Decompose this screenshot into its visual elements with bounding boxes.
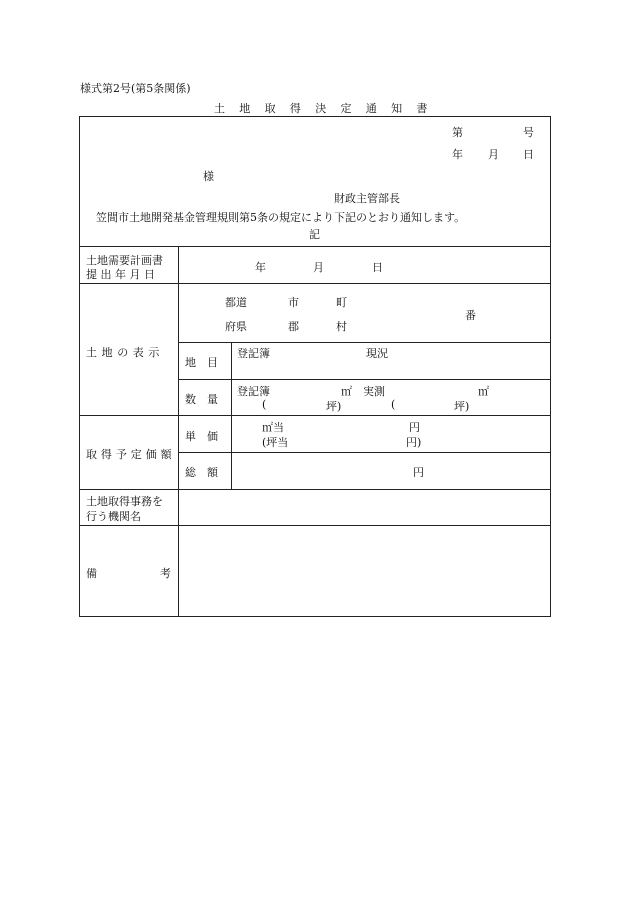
city-shi: 市 (288, 296, 299, 309)
tsubo-open: ( (391, 398, 396, 411)
suryo-registry: 登記簿 (237, 385, 270, 398)
chimoku-actual: 現況 (366, 347, 388, 360)
form-number: 様式第2号(第5条関係) (80, 82, 191, 95)
prefecture-todo: 都道 (225, 296, 247, 309)
divider (79, 415, 551, 416)
chimoku-registry: 登記簿 (237, 347, 270, 360)
yen-unit: 円 (413, 466, 424, 479)
suryo-sqm-unit: ㎡ (478, 385, 489, 398)
plan-submission-label: 土地需要計画書 (86, 254, 163, 267)
divider (231, 342, 232, 489)
agency-label: 行う機関名 (86, 510, 141, 523)
plan-submission-label: 提 出 年 月 日 (86, 268, 155, 281)
notice-date-day: 日 (523, 148, 534, 161)
document-title: 土 地 取 得 決 定 通 知 書 (214, 102, 430, 115)
agency-label: 土地取得事務を (86, 495, 163, 508)
divider (79, 489, 551, 490)
divider (178, 342, 551, 343)
suryo-sqm-unit: ㎡ (341, 385, 352, 398)
plan-year: 年 (255, 261, 266, 274)
notice-date-month: 月 (488, 148, 499, 161)
suryo-label: 数 量 (185, 393, 218, 406)
per-sqm-label: ㎡当 (262, 421, 284, 434)
per-tsubo-label: (坪当 (262, 436, 289, 449)
prefecture-fuken: 府県 (225, 320, 247, 333)
total-label: 総 額 (185, 466, 218, 479)
addressee-suffix: 様 (203, 170, 214, 183)
tsubo-close: 坪) (454, 400, 470, 413)
divider (178, 452, 551, 453)
town-machi: 町 (336, 296, 347, 309)
notice-body: 笠間市土地開発基金管理規則第5条の規定により下記のとおり通知します。 (96, 211, 466, 224)
county-gun: 郡 (288, 320, 299, 333)
tsubo-open: ( (262, 398, 267, 411)
notice-date-year: 年 (452, 148, 463, 161)
planned-price-label: 取 得 予 定 価 額 (86, 448, 172, 461)
plan-month: 月 (313, 261, 324, 274)
divider (79, 525, 551, 526)
divider (79, 283, 551, 284)
remarks-label: 備 (86, 567, 97, 580)
yen-unit: 円 (409, 421, 420, 434)
notice-number-prefix: 第 (452, 126, 463, 139)
land-display-label: 土 地 の 表 示 (86, 346, 160, 359)
yen-unit: 円) (406, 436, 422, 449)
plan-day: 日 (372, 261, 383, 274)
unit-price-label: 単 価 (185, 430, 218, 443)
form-table (79, 116, 551, 617)
chimoku-label: 地 目 (185, 356, 218, 369)
divider (178, 246, 179, 617)
remarks-label: 考 (160, 567, 171, 580)
ban-label: 番 (465, 309, 476, 322)
ki-label: 記 (309, 228, 320, 241)
suryo-actual: 実測 (363, 385, 385, 398)
notice-number-suffix: 号 (523, 126, 534, 139)
divider (79, 246, 551, 247)
sender-title: 財政主管部長 (334, 192, 400, 205)
village-mura: 村 (336, 320, 347, 333)
tsubo-close: 坪) (326, 400, 342, 413)
divider (178, 379, 551, 380)
